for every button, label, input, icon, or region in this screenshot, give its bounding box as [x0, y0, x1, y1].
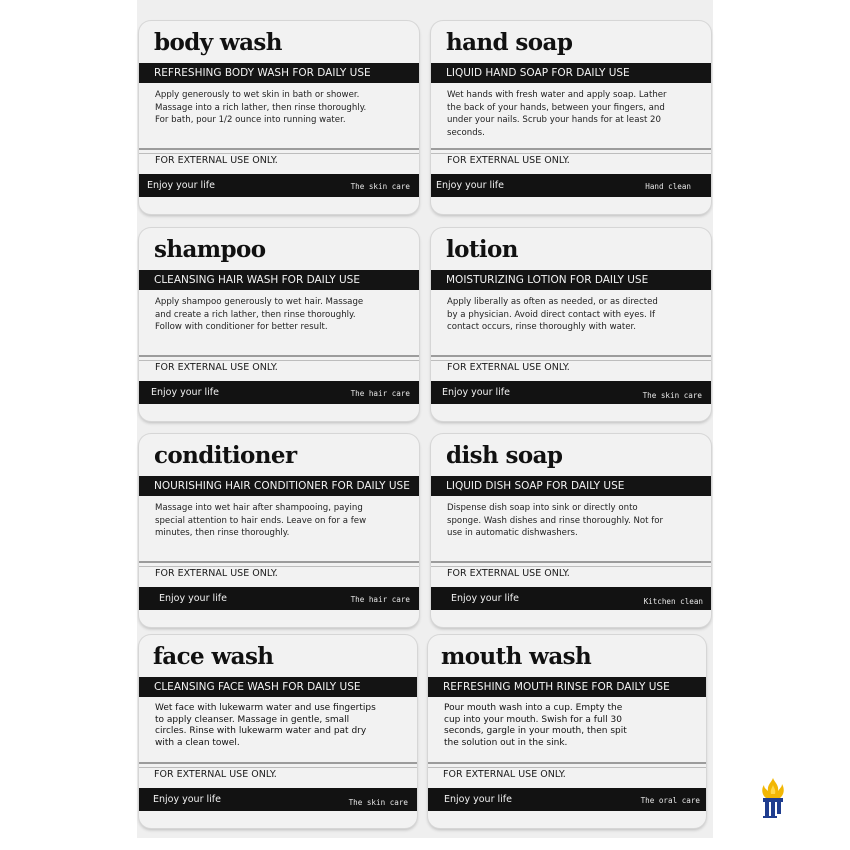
label-external-warning: FOR EXTERNAL USE ONLY.	[447, 155, 570, 166]
label-care-text: The oral care	[640, 796, 700, 805]
label-title: conditioner	[154, 442, 297, 469]
label-footer-bar	[139, 381, 419, 404]
label-body-wash	[139, 21, 419, 214]
label-tagline: Enjoy your life	[451, 593, 519, 604]
label-title: face wash	[153, 643, 274, 670]
label-tagline: Enjoy your life	[159, 593, 227, 604]
label-divider	[139, 762, 417, 768]
label-tagline: Enjoy your life	[147, 180, 215, 191]
label-divider	[139, 561, 419, 567]
label-external-warning: FOR EXTERNAL USE ONLY.	[155, 155, 278, 166]
label-description: Apply shampoo generously to wet hair. Massage and create a rich lather, then rinse thoroughly. Follow with conditioner for better result.	[155, 297, 364, 332]
label-description: Massage into wet hair after shampooing, paying special attention to hair ends. Leave on for a few minutes, then rinse thoroughly.	[155, 503, 367, 538]
flame-pillar-logo-icon	[760, 777, 786, 819]
label-external-warning: FOR EXTERNAL USE ONLY.	[154, 769, 277, 780]
label-title: body wash	[154, 29, 282, 56]
label-description: Apply generously to wet skin in bath or shower. Massage into a rich lather, then rinse thoroughly. For bath, pour 1/2 ounce into running water.	[155, 90, 367, 125]
label-description: Pour mouth wash into a cup. Empty the cup into your mouth. Swish for a full 30 seconds, gargle in your mouth, then spit the solution out in the sink.	[444, 703, 627, 748]
label-divider	[431, 148, 711, 154]
label-care-text: The skin care	[642, 391, 702, 400]
label-subtitle-bar: CLEANSING FACE WASH FOR DAILY USE	[139, 677, 417, 697]
label-tagline: Enjoy your life	[153, 794, 221, 805]
label-external-warning: FOR EXTERNAL USE ONLY.	[155, 362, 278, 373]
label-divider	[428, 762, 706, 768]
label-external-warning: FOR EXTERNAL USE ONLY.	[447, 362, 570, 373]
label-footer-bar	[431, 381, 711, 404]
label-subtitle-bar: LIQUID HAND SOAP FOR DAILY USE	[431, 63, 711, 83]
label-external-warning: FOR EXTERNAL USE ONLY.	[155, 568, 278, 579]
label-subtitle-bar: LIQUID DISH SOAP FOR DAILY USE	[431, 476, 711, 496]
label-subtitle-bar: NOURISHING HAIR CONDITIONER FOR DAILY USE	[139, 476, 419, 496]
label-mouth-wash	[428, 635, 706, 828]
label-tagline: Enjoy your life	[444, 794, 512, 805]
label-care-text: Hand clean	[645, 182, 691, 191]
label-description: Wet face with lukewarm water and use fingertips to apply cleanser. Massage in gentle, small circles. Rinse with lukewarm water and pat dry with a clean towel.	[155, 703, 376, 748]
label-title: mouth wash	[441, 643, 592, 670]
label-subtitle-bar: CLEANSING HAIR WASH FOR DAILY USE	[139, 270, 419, 290]
label-care-text: Kitchen clean	[643, 597, 703, 606]
label-footer-bar	[431, 587, 711, 610]
label-dish-soap	[431, 434, 711, 627]
label-shampoo	[139, 228, 419, 421]
label-conditioner	[139, 434, 419, 627]
label-external-warning: FOR EXTERNAL USE ONLY.	[443, 769, 566, 780]
label-footer-bar	[431, 174, 711, 197]
label-divider	[431, 561, 711, 567]
label-care-text: The skin care	[350, 182, 410, 191]
label-tagline: Enjoy your life	[151, 387, 219, 398]
label-footer-bar	[428, 788, 706, 811]
label-description: Dispense dish soap into sink or directly onto sponge. Wash dishes and rinse thoroughly. Not for use in automatic dishwashers.	[447, 503, 664, 538]
label-footer-bar	[139, 174, 419, 197]
label-subtitle-bar: MOISTURIZING LOTION FOR DAILY USE	[431, 270, 711, 290]
label-description: Apply liberally as often as needed, or as directed by a physician. Avoid direct contact with eyes. If contact occurs, rinse thoroughly with water.	[447, 297, 658, 332]
label-care-text: The hair care	[350, 595, 410, 604]
label-subtitle-bar: REFRESHING MOUTH RINSE FOR DAILY USE	[428, 677, 706, 697]
label-tagline: Enjoy your life	[442, 387, 510, 398]
label-divider	[431, 355, 711, 361]
label-divider	[139, 355, 419, 361]
label-lotion	[431, 228, 711, 421]
label-divider	[139, 148, 419, 154]
label-footer-bar	[139, 788, 417, 811]
label-title: lotion	[446, 236, 518, 263]
label-title: shampoo	[154, 236, 266, 263]
label-external-warning: FOR EXTERNAL USE ONLY.	[447, 568, 570, 579]
label-hand-soap	[431, 21, 711, 214]
label-description: Wet hands with fresh water and apply soap. Lather the back of your hands, between your fingers, and under your nails. Scrub your hands for at least 20 seconds.	[447, 90, 667, 138]
label-title: dish soap	[446, 442, 563, 469]
label-care-text: The hair care	[350, 389, 410, 398]
label-footer-bar	[139, 587, 419, 610]
label-care-text: The skin care	[348, 798, 408, 807]
label-face-wash	[139, 635, 417, 828]
label-subtitle-bar: REFRESHING BODY WASH FOR DAILY USE	[139, 63, 419, 83]
label-tagline: Enjoy your life	[436, 180, 504, 191]
label-title: hand soap	[446, 29, 573, 56]
